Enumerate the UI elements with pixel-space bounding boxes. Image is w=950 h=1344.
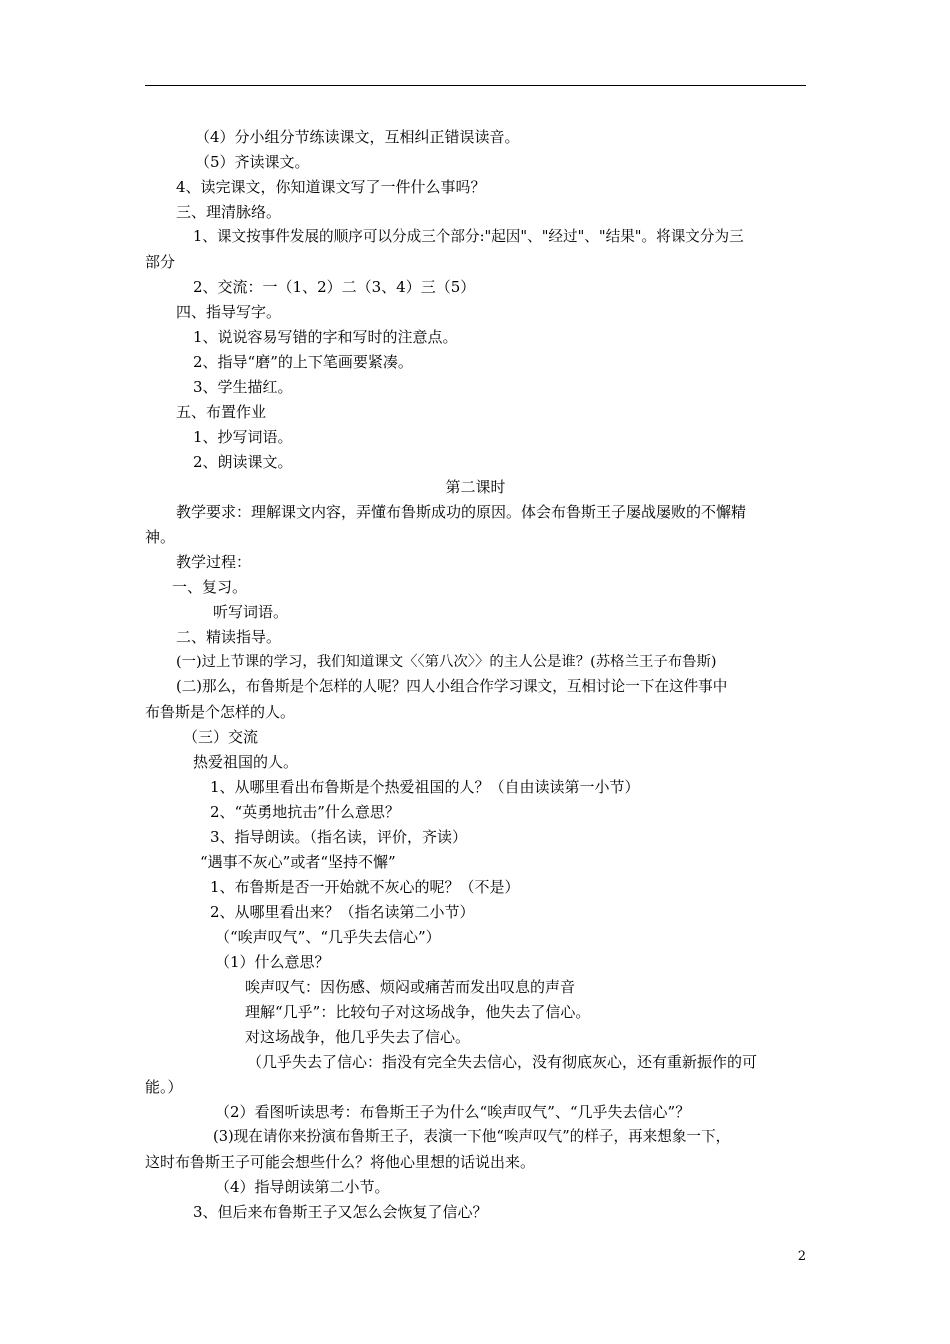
text-line: 听写词语。: [213, 603, 289, 621]
text-line: 教学过程：: [176, 553, 252, 571]
header-rule: [145, 85, 806, 86]
text-line: 3、学生描红。: [193, 378, 293, 396]
text-line: 二、精读指导。: [176, 628, 282, 646]
text-line: 1、从哪里看出布鲁斯是个热爱祖国的人？（自由读读第一小节）: [210, 778, 640, 796]
text-line: 这时布鲁斯王子可能会想些什么？将他心里想的话说出来。: [145, 1153, 536, 1171]
text-line: 热爱祖国的人。: [193, 753, 299, 771]
section-title: 第二课时: [445, 478, 506, 496]
text-line: 神。: [145, 528, 176, 546]
text-line: 五、布置作业: [176, 403, 267, 421]
text-line: 三、理清脉络。: [176, 203, 282, 221]
text-line: (3)现在请你来扮演布鲁斯王子，表演一下他“唉声叹气”的样子，再来想象一下，: [213, 1128, 731, 1145]
text-line: 4、读完课文，你知道课文写了一件什么事吗？: [176, 178, 486, 196]
text-line: （“唉声叹气”、“几乎失去信心”）: [215, 928, 441, 946]
text-line: 2、交流：一（1、2）二（3、4）三（5）: [193, 278, 476, 296]
text-line: 1、抄写词语。: [193, 428, 293, 446]
text-line: “遇事不灰心”或者“坚持不懈”: [200, 853, 396, 871]
text-line: （4）指导朗读第二小节。: [215, 1178, 390, 1196]
text-line: 四、指导写字。: [176, 303, 282, 321]
text-line: 部分: [145, 253, 176, 271]
text-line: 1、课文按事件发展的顺序可以分成三个部分:"起因"、"经过"、"结果"。将课文分为三: [193, 228, 744, 245]
text-line: （1）什么意思？: [215, 953, 330, 971]
text-line: （三）交流: [183, 728, 259, 746]
text-line: 3、但后来布鲁斯王子又怎么会恢复了信心？: [193, 1203, 488, 1221]
text-line: 2、朗读课文。: [193, 453, 293, 471]
text-line: 布鲁斯是个怎样的人。: [145, 703, 296, 721]
text-line: 2、从哪里看出来？（指名读第二小节）: [210, 903, 475, 921]
text-line: （5）齐读课文。: [195, 153, 310, 171]
text-line: 1、说说容易写错的字和写时的注意点。: [193, 328, 458, 346]
text-line: 1、布鲁斯是否一开始就不灰心的呢？（不是）: [210, 878, 520, 896]
text-line: 2、指导“磨”的上下笔画要紧凑。: [193, 353, 413, 371]
text-line: 3、指导朗读。（指名读，评价，齐读）: [210, 828, 468, 846]
text-line: (一)过上节课的学习，我们知道课文〈〈第八次〉〉的主人公是谁？(苏格兰王子布鲁斯): [176, 654, 717, 670]
text-line: 对这场战争，他几乎失去了信心。: [245, 1028, 471, 1046]
text-line: （4）分小组分节练读课文，互相纠正错误读音。: [195, 128, 520, 146]
text-line: 理解“几乎”：比较句子对这场战争，他失去了信心。: [245, 1003, 591, 1021]
text-line: (二)那么，布鲁斯是个怎样的人呢？四人小组合作学习课文，互相讨论一下在这件事中: [176, 678, 728, 695]
text-line: 一、复习。: [172, 578, 248, 596]
text-line: 能。）: [145, 1078, 183, 1096]
text-line: 唉声叹气：因伤感、烦闷或痛苦而发出叹息的声音: [245, 978, 576, 996]
text-line: 2、“英勇地抗击”什么意思？: [210, 803, 400, 821]
page-number: 2: [797, 1249, 806, 1264]
text-line: （几乎失去了信心：指没有完全失去信心，没有彻底灰心，还有重新振作的可: [247, 1053, 758, 1071]
text-line: （2）看图听读思考：布鲁斯王子为什么“唉声叹气”、“几乎失去信心”？: [215, 1103, 691, 1121]
text-line: 教学要求：理解课文内容，弄懂布鲁斯成功的原因。体会布鲁斯王子屡战屡败的不懈精: [176, 503, 747, 521]
